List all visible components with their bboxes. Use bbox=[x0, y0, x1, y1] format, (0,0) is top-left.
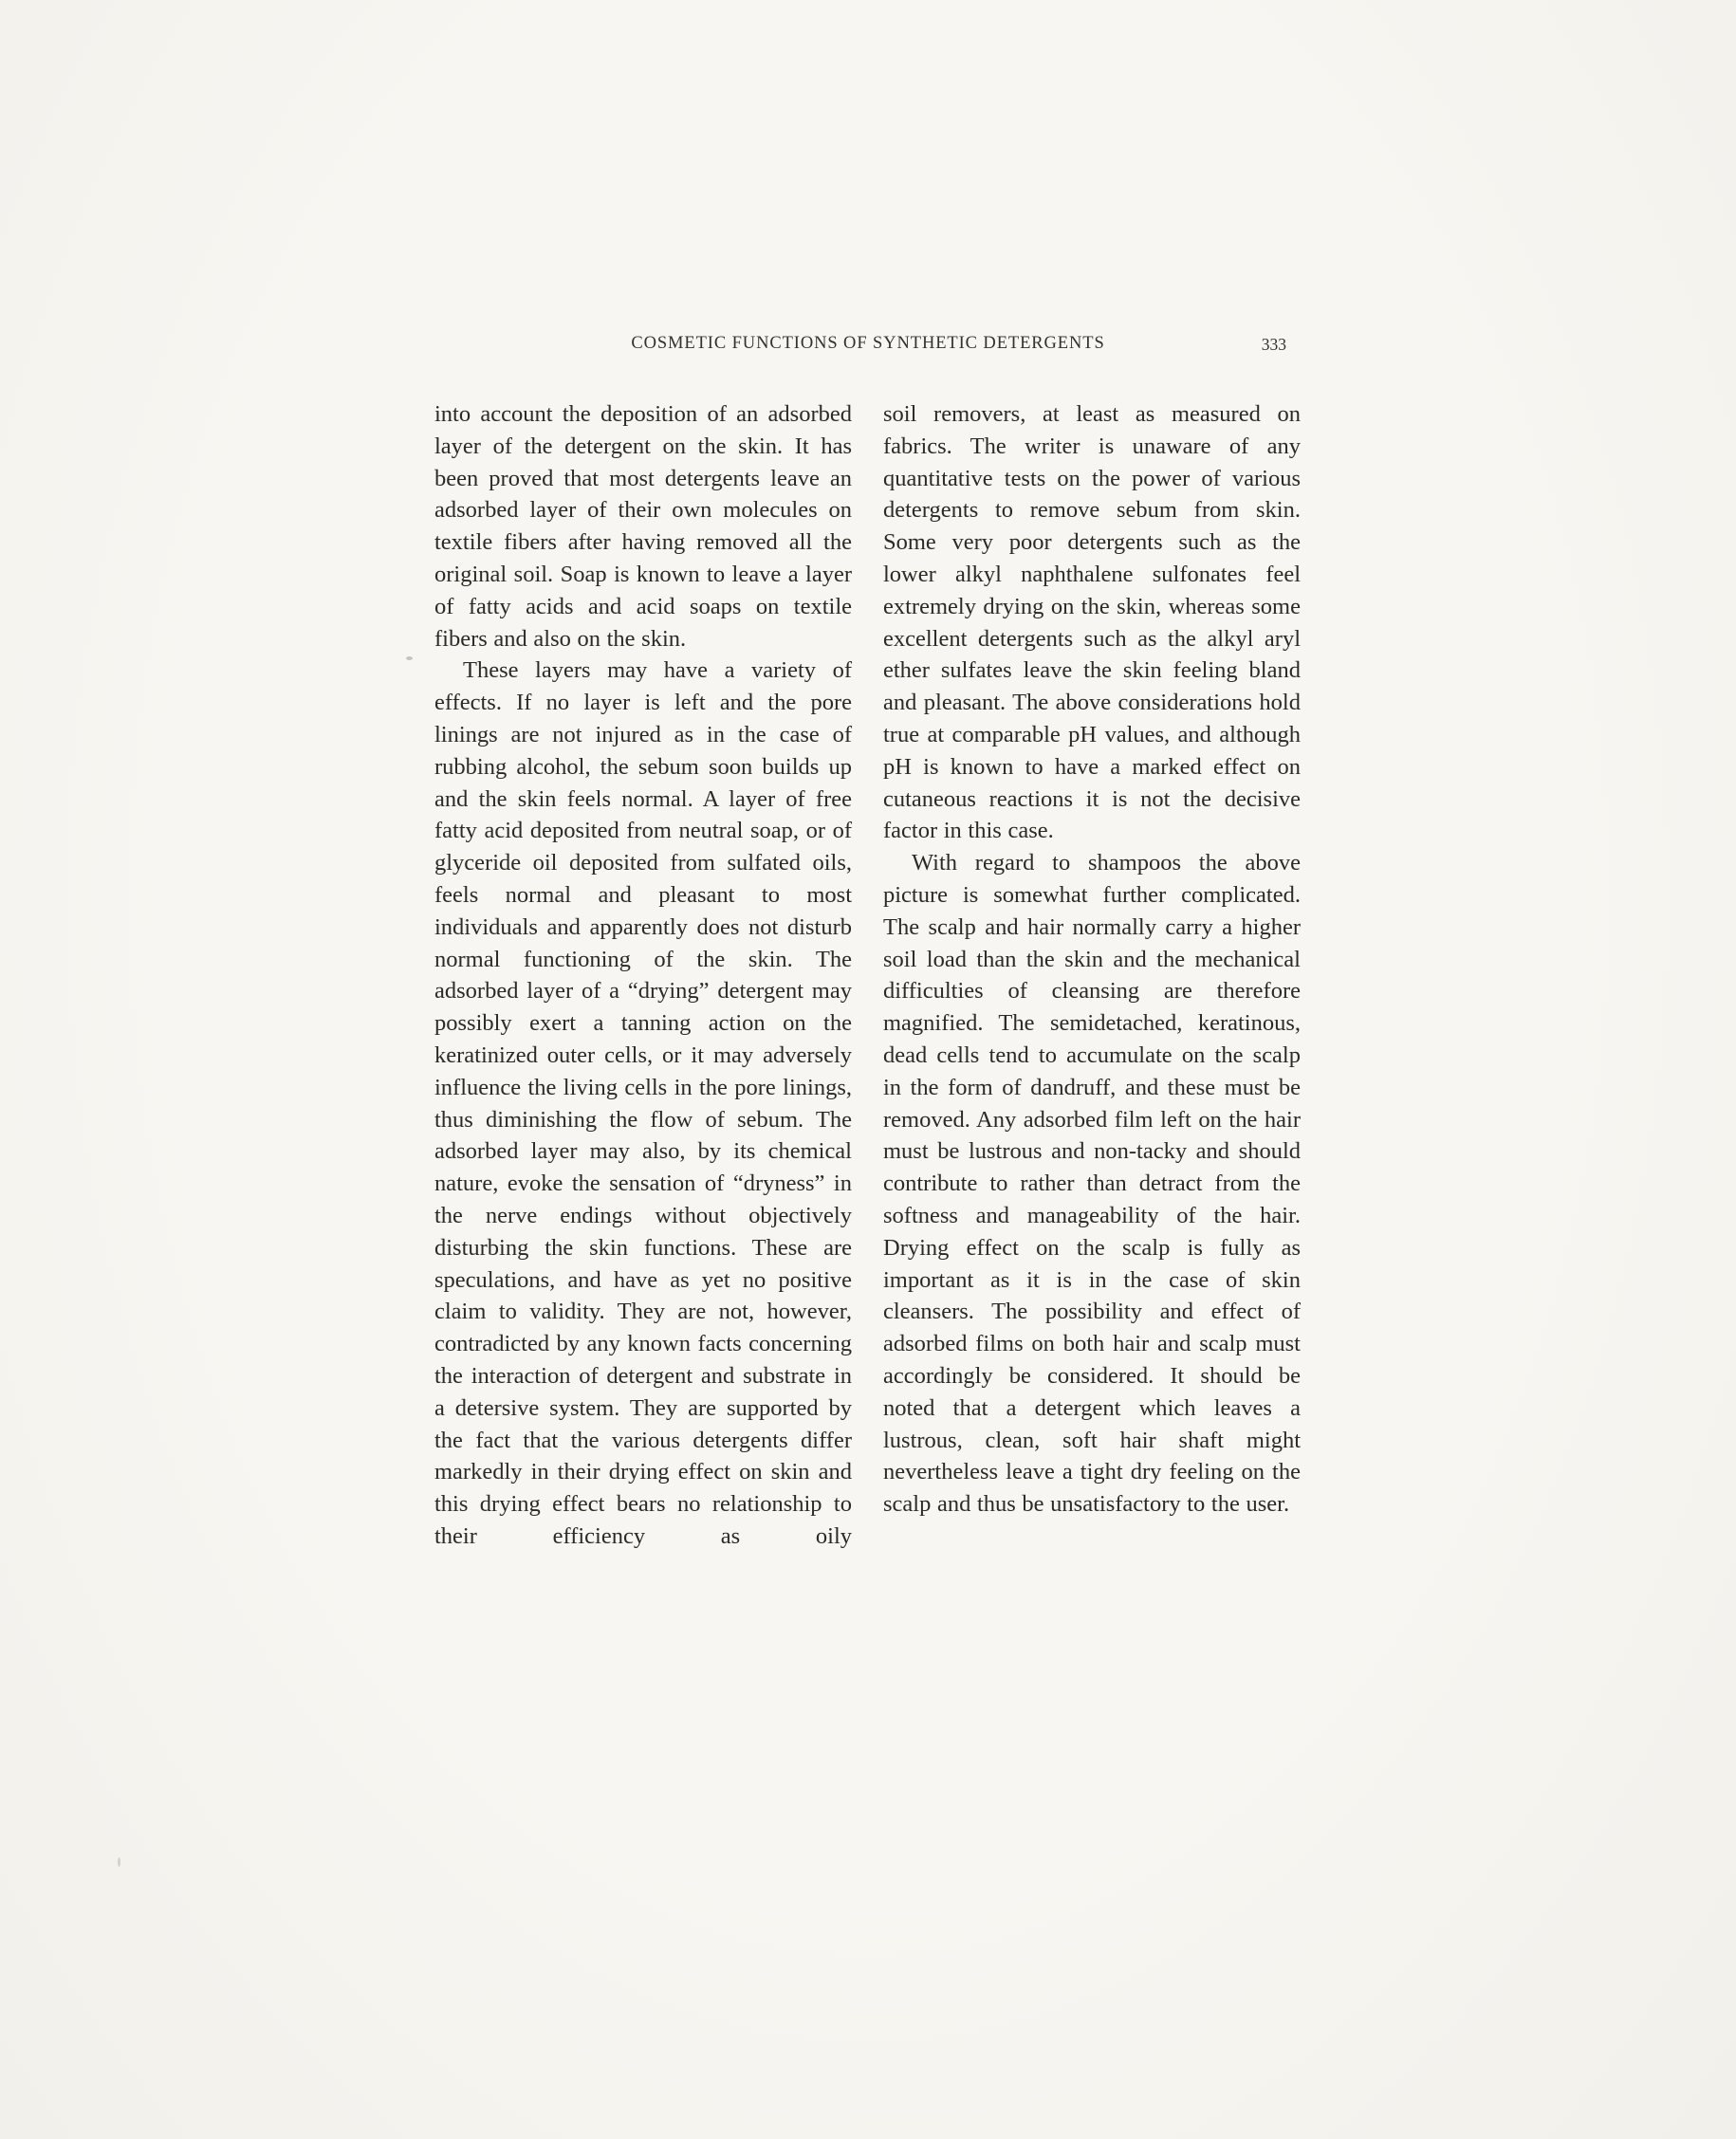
paragraph: With regard to shampoos the above picture is somewhat further complicated. The scalp and hair normally carry a higher soil load than the skin and the mechanical difficulties of cleansing are therefore magnified. The semidetached, keratinous, dead cells tend to accumulate on the scalp in the form of dandruff, and these must be removed. Any adsorbed film left on the hair must be lustrous and non-tacky and should contribute to rather than detract from the softness and manageability of the hair. Drying effect on the scalp is fully as important as it is in the case of skin cleansers. The possibility and effect of adsorbed films on both hair and scalp must accordingly be considered. It should be noted that a detergent which leaves a lustrous, clean, soft hair shaft might nevertheless leave a tight dry feeling on the scalp and thus be unsatisfactory to the user. bbox=[883, 850, 1301, 1518]
two-column-body bbox=[434, 398, 1302, 1553]
running-header bbox=[434, 334, 1302, 360]
right-column bbox=[883, 398, 1301, 1553]
page-number: 333 bbox=[1261, 335, 1286, 354]
scan-artifact bbox=[118, 1857, 120, 1867]
left-column bbox=[434, 398, 852, 1553]
scan-artifact bbox=[406, 656, 413, 660]
text-block bbox=[434, 334, 1302, 1553]
paragraph: into account the deposition of an adsorbed layer of the detergent on the skin. It has been proved that most detergents leave an adsorbed layer of their own molecules on textile fibers after having removed all the original soil. Soap is known to leave a layer of fatty acids and acid soaps on textile fibers and also on the skin. bbox=[434, 401, 852, 652]
paragraph: soil removers, at least as measured on fabrics. The writer is unaware of any quantitative tests on the power of various detergents to remove sebum from skin. Some very poor detergents such as the lower alkyl naphthalene sulfonates feel extremely drying on the skin, whereas some excellent detergents such as the alkyl aryl ether sulfates leave the skin feeling bland and pleasant. The above considerations hold true at comparable pH values, and although pH is known to have a marked effect on cutaneous reactions it is not the decisive factor in this case. bbox=[883, 401, 1301, 844]
paragraph: These layers may have a variety of effects. If no layer is left and the pore linings are not injured as in the case of rubbing alcohol, the sebum soon builds up and the skin feels normal. A layer of free fatty acid deposited from neutral soap, or of glyceride oil deposited from sulfated oils, feels normal and pleasant to most individuals and apparently does not disturb normal functioning of the skin. The adsorbed layer of a “drying” detergent may possibly exert a tanning action on the keratinized outer cells, or it may adversely influence the living cells in the pore linings, thus diminishing the flow of sebum. The adsorbed layer may also, by its chemical nature, evoke the sensation of “dryness” in the nerve endings without objectively disturbing the skin functions. These are speculations, and have as yet no positive claim to validity. They are not, however, contradicted by any known facts concerning the interaction of detergent and substrate in a detersive system. They are supported by the fact that the various detergents differ markedly in their drying effect on skin and this drying effect bears no relationship to their efficiency as oily bbox=[434, 657, 852, 1549]
running-header-title: COSMETIC FUNCTIONS OF SYNTHETIC DETERGENTS bbox=[631, 334, 1105, 353]
